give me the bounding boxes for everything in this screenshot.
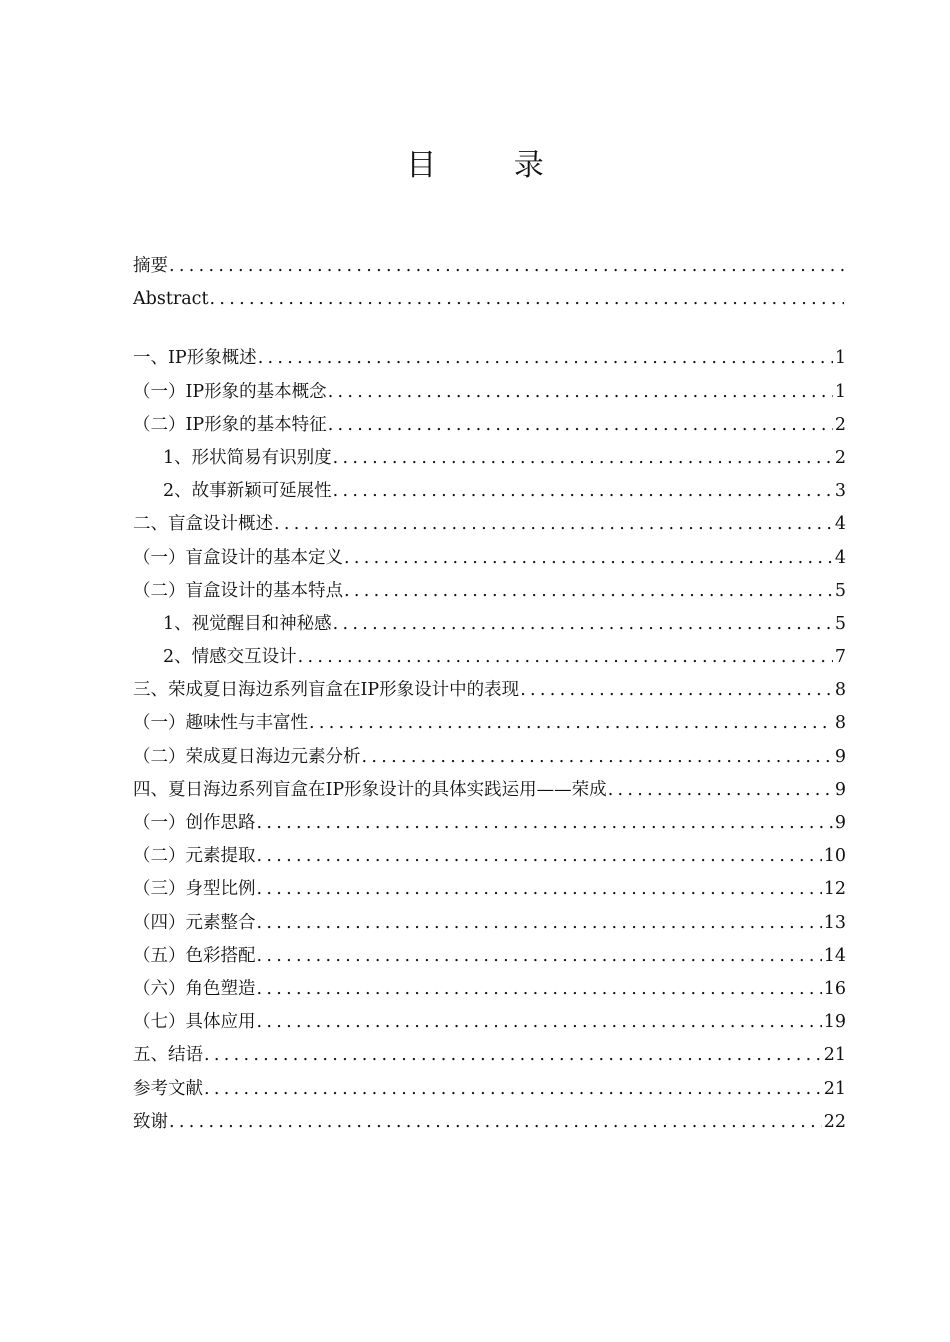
toc-leader-dots bbox=[257, 840, 822, 873]
toc-entry-section[interactable] bbox=[133, 940, 846, 973]
toc-entry-section[interactable] bbox=[133, 840, 846, 873]
toc-entry-label: 2、情感交互设计 bbox=[163, 647, 297, 668]
toc-entry-chapter-3[interactable] bbox=[133, 674, 846, 707]
toc-entry-section[interactable] bbox=[133, 807, 846, 840]
toc-entry-page: 12 bbox=[823, 879, 846, 900]
toc-leader-dots bbox=[608, 774, 833, 807]
toc-leader-dots bbox=[344, 542, 833, 575]
toc-entry-page: 2 bbox=[834, 447, 846, 468]
toc-entry-subsection[interactable] bbox=[133, 475, 846, 508]
toc-entry-page: 8 bbox=[834, 713, 846, 734]
toc-entry-section[interactable] bbox=[133, 409, 846, 442]
toc-entry-label: （一）IP形象的基本概念 bbox=[133, 381, 327, 402]
toc-entry-label: 四、夏日海边系列盲盒在IP形象设计的具体实践运用——荣成 bbox=[133, 779, 607, 800]
toc-entry-page: 13 bbox=[823, 912, 846, 933]
toc-leader-dots bbox=[169, 1106, 822, 1139]
toc-leader-dots bbox=[520, 674, 833, 707]
toc-entry-label: 摘要 bbox=[133, 256, 168, 276]
toc-leader-dots bbox=[274, 508, 833, 541]
toc-entry-label: （二）元素提取 bbox=[133, 846, 256, 867]
toc-entry-label: 五、结语 bbox=[133, 1045, 203, 1066]
toc-leader-dots bbox=[362, 741, 833, 774]
toc-leader-dots bbox=[328, 376, 833, 409]
toc-entry-page: 1 bbox=[834, 348, 846, 369]
toc-entry-label: （七）具体应用 bbox=[133, 1012, 256, 1033]
page-title: 目 录 bbox=[406, 148, 578, 183]
toc-entry-label: （一）盲盒设计的基本定义 bbox=[133, 547, 343, 568]
toc-entry-label: 二、盲盒设计概述 bbox=[133, 514, 273, 535]
toc-entry-page: 10 bbox=[823, 846, 846, 867]
toc-entry-page: 22 bbox=[823, 1111, 846, 1132]
toc-entry-page: 4 bbox=[834, 547, 846, 568]
toc-entry-label: （六）角色塑造 bbox=[133, 978, 256, 999]
toc-entry-page: 9 bbox=[834, 813, 846, 833]
toc-entry-subsection[interactable] bbox=[133, 608, 846, 641]
toc-entry-abstract-cn[interactable] bbox=[133, 250, 846, 283]
table-of-contents bbox=[133, 250, 846, 1139]
toc-entry-page: 21 bbox=[823, 1045, 846, 1066]
toc-leader-dots bbox=[333, 608, 833, 641]
toc-entry-section[interactable] bbox=[133, 542, 846, 575]
toc-entry-label: 1、形状简易有识别度 bbox=[163, 447, 332, 468]
toc-entry-page: 19 bbox=[823, 1012, 846, 1033]
toc-entry-page: 8 bbox=[834, 680, 846, 701]
toc-entry-label: 三、荣成夏日海边系列盲盒在IP形象设计中的表现 bbox=[133, 680, 520, 701]
toc-leader-dots bbox=[257, 807, 833, 840]
toc-entry-page: 14 bbox=[823, 945, 846, 966]
toc-leader-dots bbox=[257, 1006, 822, 1039]
toc-entry-label: （二）荣成夏日海边元素分析 bbox=[133, 746, 361, 767]
toc-entry-page: 9 bbox=[834, 779, 846, 800]
toc-entry-acknowledgements[interactable] bbox=[133, 1106, 846, 1139]
toc-entry-section[interactable] bbox=[133, 741, 846, 774]
toc-leader-dots bbox=[257, 907, 822, 940]
toc-leader-dots bbox=[169, 250, 844, 283]
toc-entry-section[interactable] bbox=[133, 973, 846, 1006]
toc-entry-section[interactable] bbox=[133, 376, 846, 409]
toc-entry-label: 致谢 bbox=[133, 1111, 168, 1132]
toc-entry-page: 7 bbox=[834, 647, 846, 668]
toc-leader-dots bbox=[298, 641, 833, 674]
toc-entry-chapter-4[interactable] bbox=[133, 774, 846, 807]
toc-entry-label: （五）色彩搭配 bbox=[133, 945, 256, 966]
toc-entry-label: 一、IP形象概述 bbox=[133, 348, 257, 369]
toc-entry-label: Abstract bbox=[133, 289, 209, 310]
toc-entry-abstract-en[interactable] bbox=[133, 283, 846, 316]
toc-entry-subsection[interactable] bbox=[133, 641, 846, 674]
toc-leader-dots bbox=[333, 475, 833, 508]
toc-entry-label: 2、故事新颖可延展性 bbox=[163, 481, 332, 502]
toc-leader-dots bbox=[210, 283, 845, 316]
toc-leader-dots bbox=[257, 873, 822, 906]
toc-leader-dots bbox=[344, 575, 833, 608]
toc-entry-section[interactable] bbox=[133, 575, 846, 608]
toc-entry-label: （一）趣味性与丰富性 bbox=[133, 713, 308, 734]
toc-leader-dots bbox=[257, 973, 822, 1006]
toc-entry-label: 1、视觉醒目和神秘感 bbox=[163, 613, 332, 634]
toc-leader-dots bbox=[204, 1039, 822, 1072]
toc-leader-dots bbox=[333, 442, 833, 475]
toc-entry-chapter-1[interactable] bbox=[133, 342, 846, 375]
toc-entry-label: （三）身型比例 bbox=[133, 879, 256, 900]
toc-entry-page: 9 bbox=[834, 746, 846, 767]
toc-entry-section[interactable] bbox=[133, 873, 846, 906]
toc-entry-label: 参考文献 bbox=[133, 1078, 203, 1099]
toc-entry-section[interactable] bbox=[133, 707, 846, 740]
toc-leader-dots bbox=[204, 1073, 822, 1106]
toc-entry-page: 2 bbox=[834, 414, 846, 435]
toc-leader-dots bbox=[258, 342, 833, 375]
toc-entry-page: 1 bbox=[834, 381, 846, 402]
toc-entry-page: 5 bbox=[834, 613, 846, 634]
toc-leader-dots bbox=[257, 940, 822, 973]
toc-entry-references[interactable] bbox=[133, 1073, 846, 1106]
toc-entry-section[interactable] bbox=[133, 1006, 846, 1039]
toc-entry-label: （二）盲盒设计的基本特点 bbox=[133, 580, 343, 601]
toc-leader-dots bbox=[328, 409, 833, 442]
toc-leader-dots bbox=[309, 707, 833, 740]
toc-entry-page: 3 bbox=[834, 481, 846, 502]
toc-entry-label: （四）元素整合 bbox=[133, 912, 256, 933]
toc-entry-subsection[interactable] bbox=[133, 442, 846, 475]
toc-entry-page: 21 bbox=[823, 1078, 846, 1099]
toc-entry-page: 16 bbox=[823, 978, 846, 999]
toc-entry-section[interactable] bbox=[133, 907, 846, 940]
toc-entry-chapter-5[interactable] bbox=[133, 1039, 846, 1072]
toc-entry-chapter-2[interactable] bbox=[133, 508, 846, 541]
toc-entry-label: （一）创作思路 bbox=[133, 813, 256, 833]
toc-entry-page: 4 bbox=[834, 514, 846, 535]
toc-entry-page: 5 bbox=[834, 580, 846, 601]
toc-entry-label: （二）IP形象的基本特征 bbox=[133, 414, 327, 435]
